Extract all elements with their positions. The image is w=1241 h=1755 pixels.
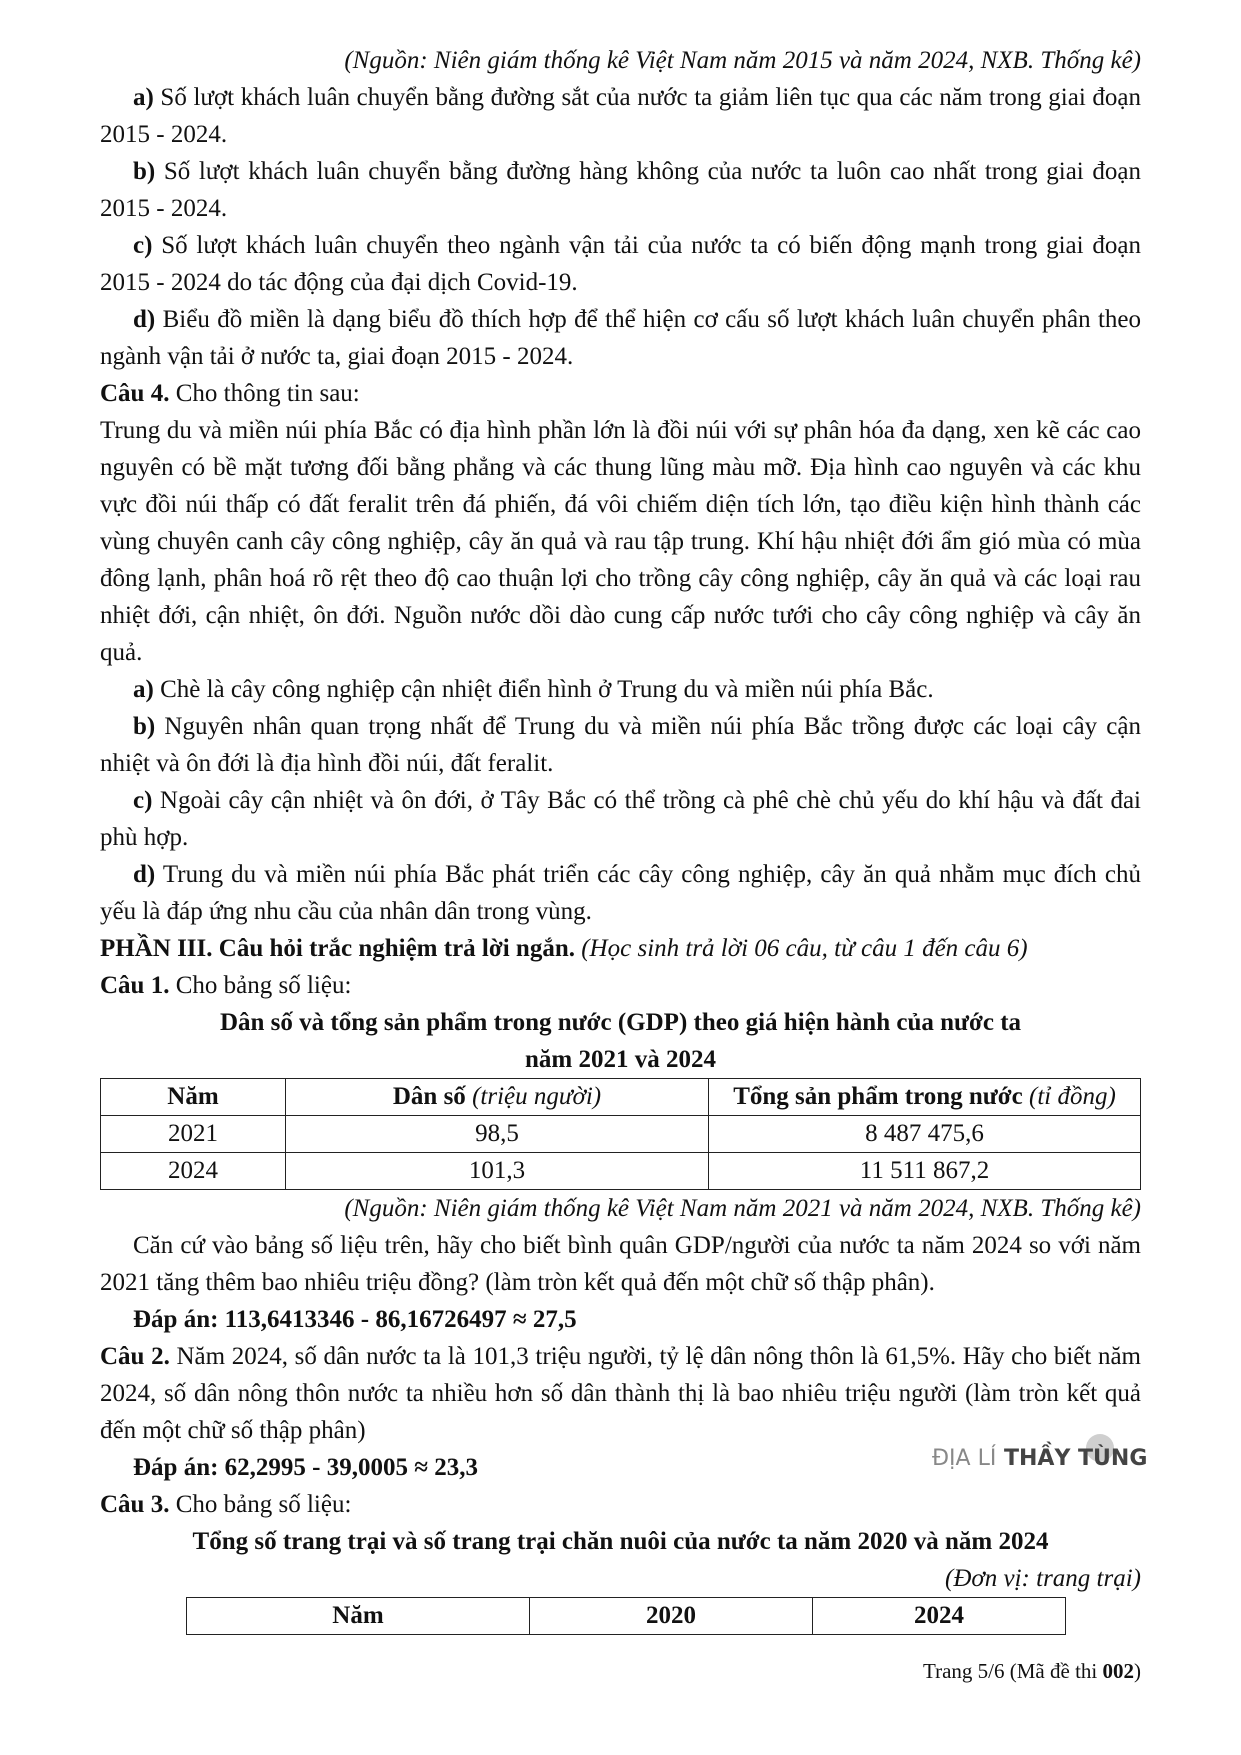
col-pop-header: Dân số (triệu người) [286,1079,709,1116]
cell-gdp: 11 511 867,2 [709,1153,1141,1190]
population-gdp-table [100,1078,1141,1190]
p3q1-answer: Đáp án: 113,6413346 - 86,16726497 ≈ 27,5 [133,1306,577,1333]
p3q2-answer: Đáp án: 62,2995 - 39,0005 ≈ 23,3 [133,1454,478,1481]
col-gdp-header: Tổng sản phẩm trong nước (tỉ đồng) [709,1079,1141,1116]
q3-item-b: b) Số lượt khách luân chuyển bằng đường hàng không của nước ta luôn cao nhất trong giai đoạn 2015 - 2024. [100,158,1141,222]
part3-heading: PHẦN III. Câu hỏi trắc nghiệm trả lời ngắn. (Học sinh trả lời 06 câu, từ câu 1 đến câu 6) [100,935,1028,962]
cell-pop: 101,3 [286,1153,709,1190]
p3q1-table-title-1: Dân số và tổng sản phẩm trong nước (GDP) theo giá hiện hành của nước ta [219,1009,1022,1036]
q4-passage: Trung du và miền núi phía Bắc có địa hình phần lớn là đồi núi với sự phân hóa đa dạng, xen kẽ các cao nguyên có bề mặt tương đối bằng phẳng và các thung lũng màu mỡ. Địa hình cao nguyên và các khu vực đồi núi thấp có đất feralit trên đá phiến, đá vôi chiếm diện tích lớn, tạo điều kiện hình thành các vùng chuyên canh cây công nghiệp, cây ăn quả và rau tập trung. Khí hậu nhiệt đới ẩm gió mùa có mùa đông lạnh, phân hoá rõ rệt theo độ cao thuận lợi cho trồng cây công nghiệp, cây ăn quả và các loại rau nhiệt đới, cận nhiệt, ôn đới. Nguồn nước dồi dào cung cấp nước tưới cho cây công nghiệp và cây ăn quả. [100,417,1141,666]
p3q3-heading: Câu 3. Cho bảng số liệu: [100,1491,352,1518]
cell-year: 2021 [101,1116,286,1153]
q3-item-d: d) Biểu đồ miền là dạng biểu đồ thích hợp để thể hiện cơ cấu số lượt khách luân chuyển phân theo ngành vận tải ở nước ta, giai đoạn 2015 - 2024. [100,306,1141,370]
p3q1-table-title-2: năm 2021 và 2024 [525,1046,716,1073]
table-row [101,1153,1141,1190]
brand-logo: ĐỊA LÍ THẦY TÙNG [932,1446,1148,1471]
p3q3-table-title: Tổng số trang trại và số trang trại chăn nuôi của nước ta năm 2020 và năm 2024 [192,1528,1049,1555]
q4-item-b: b) Nguyên nhân quan trọng nhất để Trung du và miền núi phía Bắc trồng được các loại cây cận nhiệt và ôn đới là địa hình đồi núi, đất feralit. [100,713,1141,777]
q4-heading: Câu 4. Cho thông tin sau: [100,380,360,407]
col-year-header: Năm [101,1079,286,1116]
source-note-table: (Nguồn: Niên giám thống kê Việt Nam năm 2021 và năm 2024, NXB. Thống kê) [344,1195,1141,1222]
table-row [101,1116,1141,1153]
col-year-header: Năm [187,1598,530,1635]
cell-gdp: 8 487 475,6 [709,1116,1141,1153]
q4-item-d: d) Trung du và miền núi phía Bắc phát triển các cây công nghiệp, cây ăn quả nhằm mục đích chủ yếu là đáp ứng nhu cầu của nhân dân trong vùng. [100,861,1141,925]
q3-item-c: c) Số lượt khách luân chuyển theo ngành vận tải của nước ta có biến động mạnh trong giai đoạn 2015 - 2024 do tác động của đại dịch Covid-19. [100,232,1141,296]
page-footer: Trang 5/6 (Mã đề thi 002) [923,1659,1141,1683]
q4-item-a: a) Chè là cây công nghiệp cận nhiệt điển hình ở Trung du và miền núi phía Bắc. [133,676,934,703]
q4-item-c: c) Ngoài cây cận nhiệt và ôn đới, ở Tây Bắc có thể trồng cà phê chè chủ yếu do khí hậu và đất đai phù hợp. [100,787,1141,851]
farm-table [186,1597,1066,1635]
q3-item-a: a) Số lượt khách luân chuyển bằng đường sắt của nước ta giảm liên tục qua các năm trong giai đoạn 2015 - 2024. [100,84,1141,148]
col-2024-header: 2024 [813,1598,1066,1635]
table-header-row [187,1598,1066,1635]
cell-year: 2024 [101,1153,286,1190]
cell-pop: 98,5 [286,1116,709,1153]
p3q2-text: Câu 2. Năm 2024, số dân nước ta là 101,3 triệu người, tỷ lệ dân nông thôn là 61,5%. Hãy cho biết năm 2024, số dân nông thôn nước ta nhiều hơn số dân thành thị là bao nhiêu triệu người (làm tròn kết quả đến một chữ số thập phân) [100,1343,1141,1444]
col-2020-header: 2020 [530,1598,813,1635]
table-header-row [101,1079,1141,1116]
unit-note: (Đơn vị: trang trại) [945,1565,1141,1592]
p3q1-question: Căn cứ vào bảng số liệu trên, hãy cho biết bình quân GDP/người của nước ta năm 2024 so với năm 2021 tăng thêm bao nhiêu triệu đồng? (làm tròn kết quả đến một chữ số thập phân). [100,1232,1141,1296]
source-note-top: (Nguồn: Niên giám thống kê Việt Nam năm 2015 và năm 2024, NXB. Thống kê) [344,47,1141,74]
p3q1-heading: Câu 1. Cho bảng số liệu: [100,972,352,999]
